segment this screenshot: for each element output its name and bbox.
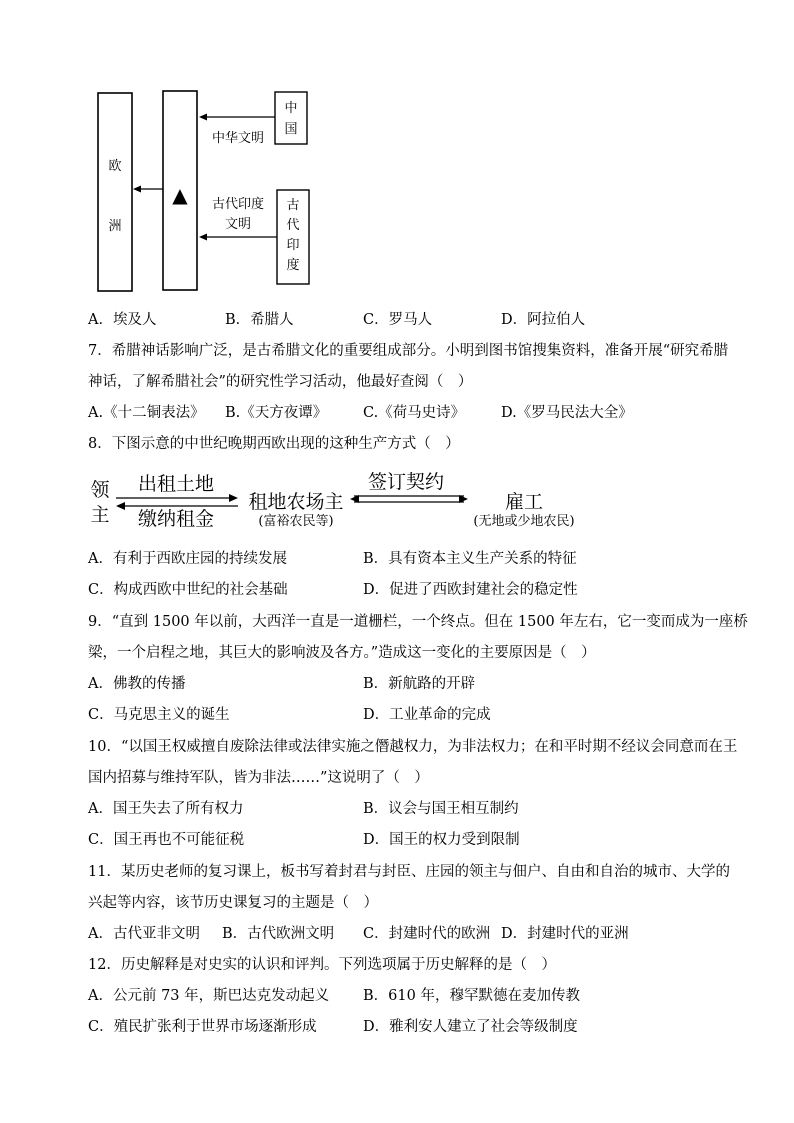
- q9-stem-line-2: 梁，一个启程之地，其巨大的影响波及各方。”造成这一变化的主要原因是（ ）: [88, 645, 596, 661]
- q8-option-d: D．促进了西欧封建社会的稳定性: [363, 582, 578, 598]
- europe-box: [98, 93, 132, 291]
- q10-stem-line-2: 国内招募与维持军队，皆为非法……”这说明了（ ）: [88, 770, 429, 786]
- q9-option-b: B．新航路的开辟: [363, 676, 476, 692]
- india-char-1: 古: [286, 198, 300, 213]
- q6-option-a: A．埃及人: [88, 312, 157, 328]
- tenant-farmer-label: 租地农场主: [248, 491, 344, 513]
- india-char-3: 印: [286, 238, 300, 253]
- q10-option-a: A．国王失去了所有权力: [88, 801, 244, 817]
- q11-option-b: B．古代欧洲文明: [222, 926, 335, 942]
- q6-option-b: B．希腊人: [225, 312, 294, 328]
- india-label-line-1: 古代印度: [211, 197, 265, 212]
- q12-option-c: C．殖民扩张利于世界市场逐渐形成: [88, 1019, 317, 1035]
- q12-option-a: A．公元前 73 年，斯巴达克发动起义: [88, 988, 330, 1004]
- q12-option-b: B．610 年，穆罕默德在麦加传教: [363, 988, 580, 1004]
- europe-char-2: 洲: [108, 219, 122, 234]
- q9-stem-line-1: 9．“直到 1500 年以前，大西洋一直是一道栅栏，一个终点。但在 1500 年左右，它一变而成为一座桥: [88, 614, 748, 630]
- contract-label: 签订契约: [367, 471, 445, 493]
- q9-option-d: D．工业革命的完成: [363, 707, 491, 723]
- q7-option-c: C.《荷马史诗》: [363, 405, 466, 421]
- pay-rent-arrow: [116, 502, 125, 510]
- q7-stem-line-1: 7．希腊神话影响广泛，是古希腊文化的重要组成部分。小明到图书馆搜集资料，准备开展“研究希腊: [88, 343, 729, 359]
- triangle-marker: ▲: [172, 183, 188, 207]
- arrow-to-europe: [133, 186, 141, 193]
- q11-stem-line-1: 11．某历史老师的复习课上，板书写着封君与封臣、庄园的领主与佃户、自由和自治的城市、大学的: [88, 864, 730, 880]
- q7-option-d: D.《罗马民法大全》: [501, 405, 633, 421]
- production-mode-diagram: [88, 466, 608, 532]
- india-char-2: 代: [286, 218, 300, 233]
- q11-option-a: A．古代亚非文明: [88, 926, 200, 942]
- q8-stem: 8．下图示意的中世纪晚期西欧出现的这种生产方式（ ）: [88, 436, 460, 452]
- q10-option-c: C．国王再也不可能征税: [88, 832, 245, 848]
- europe-char-1: 欧: [108, 159, 122, 174]
- india-char-4: 度: [286, 258, 300, 273]
- q10-option-b: B．议会与国王相互制约: [363, 801, 519, 817]
- arrow-from-india: [199, 234, 207, 241]
- q8-option-c: C．构成西欧中世纪的社会基础: [88, 582, 288, 598]
- lord-char-2: 主: [90, 504, 110, 526]
- q9-option-c: C．马克思主义的诞生: [88, 707, 230, 723]
- q9-option-a: A．佛教的传播: [88, 676, 186, 692]
- lord-char-1: 领: [90, 479, 110, 501]
- q6-option-c: C．罗马人: [363, 312, 433, 328]
- q12-stem: 12．历史解释是对史实的认识和评判。下列选项属于历史解释的是（ ）: [88, 957, 556, 973]
- pay-rent-label: 缴纳租金: [137, 508, 215, 530]
- q7-option-b: B.《天方夜谭》: [225, 405, 328, 421]
- q8-option-b: B．具有资本主义生产关系的特征: [363, 551, 577, 567]
- q10-stem-line-1: 10．“以国王权威擅自废除法律或法律实施之僭越权力，为非法权力；在和平时期不经议会同意而在王: [88, 739, 738, 755]
- china-char-2: 国: [284, 122, 298, 137]
- q8-option-a: A．有利于西欧庄园的持续发展: [88, 551, 287, 567]
- china-civilization-label: 中华文明: [211, 131, 265, 146]
- india-label-line-2: 文明: [224, 217, 252, 232]
- q6-option-d: D．阿拉伯人: [501, 312, 586, 328]
- q11-stem-line-2: 兴起等内容，该节历史课复习的主题是（ ）: [88, 895, 378, 911]
- q11-option-c: C．封建时代的欧洲: [363, 926, 491, 942]
- q11-option-d: D．封建时代的亚洲: [501, 926, 629, 942]
- q10-option-d: D．国王的权力受到限制: [363, 832, 520, 848]
- q7-stem-line-2: 神话，了解希腊社会”的研究性学习活动，他最好查阅（ ）: [88, 374, 473, 390]
- q7-option-a: A.《十二铜表法》: [88, 405, 205, 421]
- china-char-1: 中: [284, 101, 298, 116]
- tenant-farmer-note: (富裕农民等): [258, 514, 334, 529]
- rent-land-label: 出租土地: [137, 473, 215, 495]
- q12-option-d: D．雅利安人建立了社会等级制度: [363, 1019, 578, 1035]
- hired-labor-note: (无地或少地农民): [473, 514, 575, 529]
- rent-land-arrow: [229, 494, 238, 502]
- civilization-diagram: [90, 84, 330, 298]
- arrow-from-china: [199, 114, 207, 121]
- hired-labor-label: 雇工: [504, 491, 544, 513]
